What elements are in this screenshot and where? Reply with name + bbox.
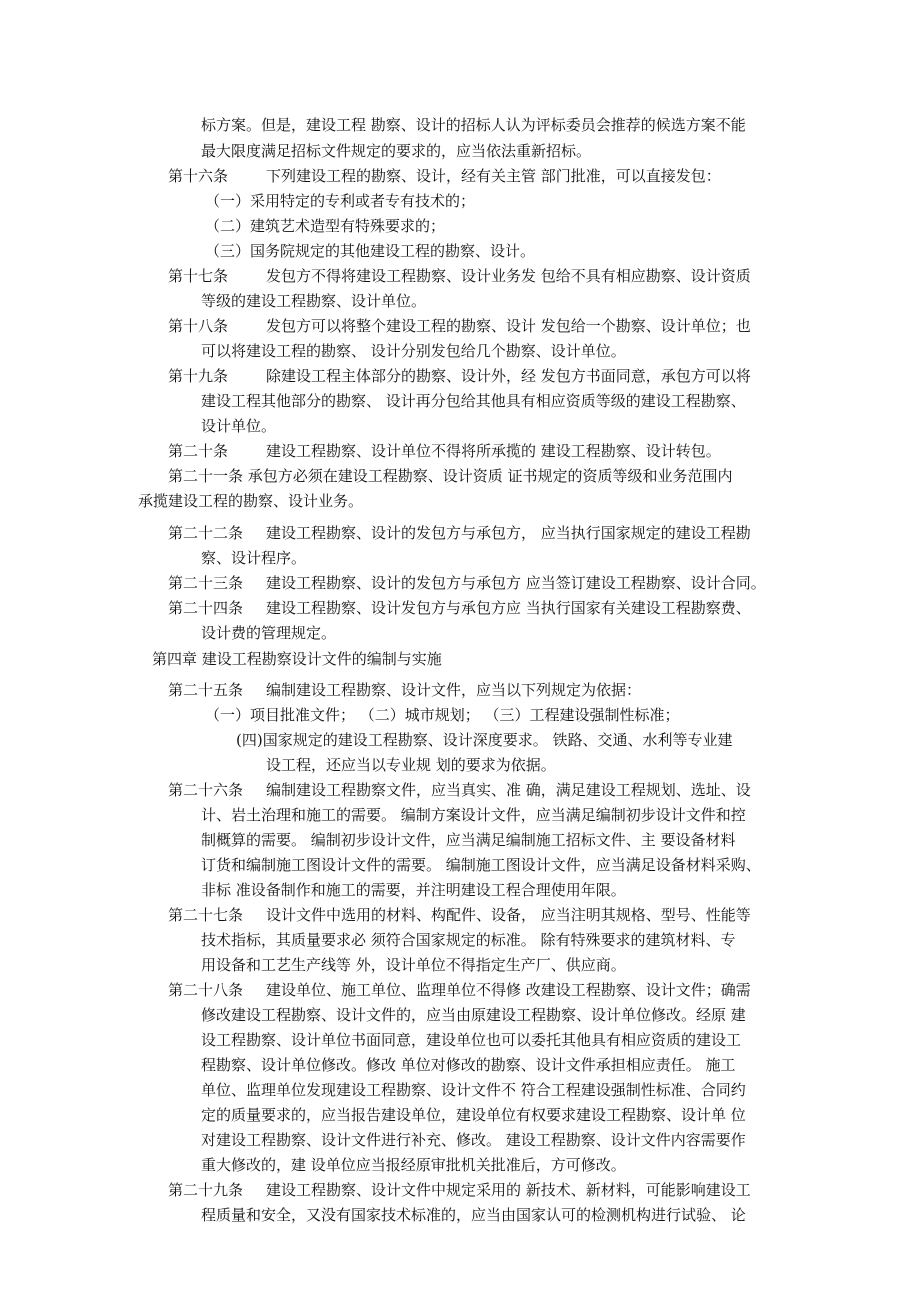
article-22-line-2: 察、设计程序。 — [201, 549, 307, 567]
article-26-line-1: 编制建设工程勘察文件，应当真实、准 确，满足建设工程规划、选址、设 — [266, 781, 751, 799]
article-16 — [168, 163, 721, 189]
article-27 — [168, 902, 751, 928]
article-28 — [168, 977, 751, 1003]
article-22-heading: 第二十二条 — [168, 524, 244, 542]
article-20-line-1: 建设工程勘察、设计单位不得将所承揽的 建设工程勘察、设计转包。 — [266, 442, 721, 460]
article-24-line-1: 建设工程勘察、设计发包方与承包方应 当执行国家有关建设工程勘察费、 — [266, 599, 751, 617]
chapter-4-heading: 第四章 建设工程勘察设计文件的编制与实施 — [152, 650, 442, 668]
article-23-heading: 第二十三条 — [168, 574, 244, 592]
article-27-line-1: 设计文件中选用的材料、构配件、设备， 应当注明其规格、型号、性能等 — [266, 906, 751, 924]
article-16-item-1: （一）采用特定的专利或者专有技术的； — [205, 192, 476, 210]
article-19-heading: 第十九条 — [168, 367, 229, 385]
article-26 — [168, 777, 751, 803]
article-27-line-2: 技术指标，其质量要求必 须符合国家规定的标准。 除有特殊要求的建筑材料、专 — [201, 931, 736, 949]
article-23 — [168, 570, 766, 596]
article-17 — [168, 263, 751, 289]
article-19-line-1: 除建设工程主体部分的勘察、设计外，经 发包方书面同意，承包方可以将 — [266, 367, 751, 385]
article-28-line-3: 设工程勘察、设计单位书面同意，建设单位也可以委托其他具有相应资质的建设工 — [201, 1031, 742, 1049]
article-24-line-2: 设计费的管理规定。 — [201, 624, 337, 642]
article-25-items-line-2: (四)国家规定的建设工程勘察、设计深度要求。 铁路、交通、水利等专业建 — [236, 731, 733, 749]
article-26-line-4: 订货和编制施工图设计文件的需要。 编制施工图设计文件，应当满足设备材料采购、 — [201, 856, 761, 874]
article-19 — [168, 363, 751, 389]
article-17-line-1: 发包方不得将建设工程勘察、设计业务发 包给不具有相应勘察、设计资质 — [266, 267, 751, 285]
article-16-item-2: （二）建筑艺术造型有特殊要求的； — [205, 217, 446, 235]
article-20 — [168, 438, 721, 464]
article-27-line-3: 用设备和工艺生产线等 外，设计单位不得指定生产厂、供应商。 — [201, 956, 626, 974]
art15-line-1: 标方案。但是，建设工程 勘察、设计的招标人认为评标委员会推荐的候选方案不能 — [201, 116, 746, 134]
article-24 — [168, 595, 751, 621]
article-25-line-1: 编制建设工程勘察、设计文件，应当以下列规定为依据： — [266, 681, 642, 699]
article-23-line-1: 建设工程勘察、设计的发包方与承包方 应当签订建设工程勘察、设计合同。 — [266, 574, 766, 592]
article-29-line-2: 程质量和安全，又没有国家技术标准的，应当由国家认可的检测机构进行试验、 论 — [201, 1206, 746, 1224]
article-18-line-1: 发包方可以将整个建设工程的勘察、设计 发包给一个勘察、设计单位；也 — [266, 317, 751, 335]
article-29-heading: 第二十九条 — [168, 1181, 244, 1199]
article-28-line-7: 对建设工程勘察、设计文件进行补充、修改。 建设工程勘察、设计文件内容需要作 — [201, 1131, 746, 1149]
article-25-items-line-1: （一）项目批准文件； （二）城市规划； （三）工程建设强制性标准； — [205, 706, 680, 724]
article-26-line-2: 计、岩土治理和施工的需要。 编制方案设计文件，应当满足编制初步设计文件和控 — [201, 806, 746, 824]
article-16-item-3: （三）国务院规定的其他建设工程的勘察、设计。 — [205, 242, 536, 260]
article-25-items-line-3: 设工程，还应当以专业规 划的要求为依据。 — [266, 756, 556, 774]
article-26-heading: 第二十六条 — [168, 781, 244, 799]
article-28-line-6: 定的质量要求的，应当报告建设单位，建设单位有权要求建设工程勘察、设计单 位 — [201, 1106, 746, 1124]
article-16-line-1: 下列建设工程的勘察、设计，经有关主管 部门批准，可以直接发包： — [266, 167, 721, 185]
art15-line-2: 最大限度满足招标文件规定的要求的，应当依法重新招标。 — [201, 142, 592, 160]
article-18-line-2: 可以将建设工程的勘察、 设计分别发包给几个勘察、设计单位。 — [201, 342, 626, 360]
article-24-heading: 第二十四条 — [168, 599, 244, 617]
article-22-line-1: 建设工程勘察、设计的发包方与承包方， 应当执行国家规定的建设工程勘 — [266, 524, 751, 542]
article-22 — [168, 520, 751, 546]
article-16-heading: 第十六条 — [168, 167, 229, 185]
article-29-line-1: 建设工程勘察、设计文件中规定采用的 新技术、新材料，可能影响建设工 — [266, 1181, 751, 1199]
article-28-line-2: 修改建设工程勘察、设计文件的，应当由原建设工程勘察、设计单位修改。经原 建 — [201, 1006, 746, 1024]
article-25 — [168, 677, 641, 703]
article-21-line-1: 第二十一条 承包方必须在建设工程勘察、设计资质 证书规定的资质等级和业务范围内 — [168, 467, 733, 485]
article-20-heading: 第二十条 — [168, 442, 229, 460]
article-25-heading: 第二十五条 — [168, 681, 244, 699]
article-28-line-1: 建设单位、施工单位、监理单位不得修 改建设工程勘察、设计文件；确需 — [266, 981, 751, 999]
article-17-heading: 第十七条 — [168, 267, 229, 285]
article-19-line-3: 设计单位。 — [201, 417, 277, 435]
article-18-heading: 第十八条 — [168, 317, 229, 335]
article-28-line-8: 重大修改的，建 设单位应当报经原审批机关批准后，方可修改。 — [201, 1156, 626, 1174]
article-28-heading: 第二十八条 — [168, 981, 244, 999]
article-28-line-5: 单位、监理单位发现建设工程勘察、设计文件不 符合工程建设强制性标准、合同约 — [201, 1081, 746, 1099]
article-26-line-5: 非标 准设备制作和施工的需要，并注明建设工程合理使用年限。 — [201, 881, 626, 899]
article-21-line-2: 承揽建设工程的勘察、设计业务。 — [138, 492, 364, 510]
article-19-line-2: 建设工程其他部分的勘察、 设计再分包给其他具有相应资质等级的建设工程勘察、 — [201, 392, 746, 410]
article-28-line-4: 程勘察、设计单位修改。修改 单位对修改的勘察、设计文件承担相应责任。 施工 — [201, 1056, 736, 1074]
article-27-heading: 第二十七条 — [168, 906, 244, 924]
article-26-line-3: 制概算的需要。 编制初步设计文件，应当满足编制施工招标文件、主 要设备材料 — [201, 831, 736, 849]
article-18 — [168, 313, 751, 339]
article-17-line-2: 等级的建设工程勘察、设计单位。 — [201, 292, 427, 310]
article-29 — [168, 1177, 751, 1203]
